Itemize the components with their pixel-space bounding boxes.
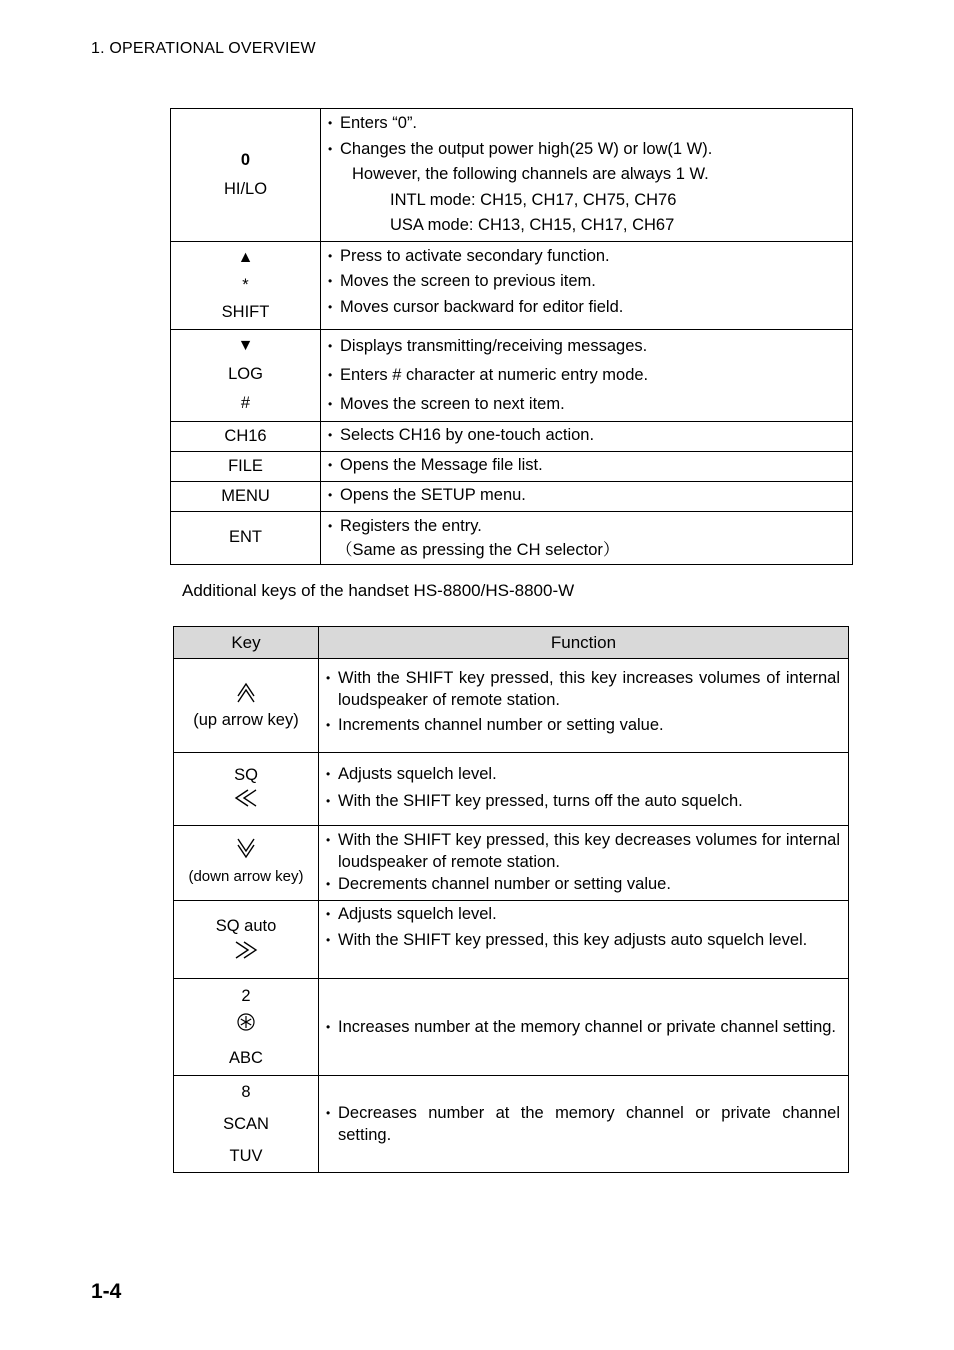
function-cell xyxy=(319,826,849,901)
double-chevron-up-icon xyxy=(174,681,318,709)
key-label: HI/LO xyxy=(223,179,268,198)
column-header-function: Function xyxy=(319,627,849,659)
key-label: (up arrow key) xyxy=(193,710,299,729)
function-cell xyxy=(321,421,853,451)
key-cell xyxy=(171,451,321,481)
function-item: • With the SHIFT key pressed, turns off the auto squelch. xyxy=(326,788,840,815)
key-cell xyxy=(174,901,319,979)
function-cell xyxy=(319,901,849,979)
function-cell xyxy=(321,241,853,329)
function-item: • Registers the entry. xyxy=(328,514,844,538)
function-item-continuation: However, the following channels are always 1 W. xyxy=(352,165,709,183)
key-label: SQ auto xyxy=(215,916,277,935)
function-item: • With the SHIFT key pressed, this key increases volumes of internal loudspeaker of remote station. xyxy=(326,667,840,711)
key-label: (down arrow key) xyxy=(188,868,304,885)
asterisk-circle-icon xyxy=(174,1012,318,1042)
function-cell xyxy=(321,511,853,564)
key-label: SCAN xyxy=(223,1115,269,1133)
function-item: • Opens the SETUP menu. xyxy=(328,484,844,506)
key-label: * xyxy=(242,275,249,294)
function-item-continuation: （Same as pressing the CH selector） xyxy=(336,540,620,559)
key-label: # xyxy=(240,394,251,412)
function-item: • Press to activate secondary function. xyxy=(328,244,844,270)
function-item: • Moves cursor backward for editor field. xyxy=(328,295,844,321)
function-item: • Selects CH16 by one-touch action. xyxy=(328,424,844,446)
page-number: 1-4 xyxy=(91,1280,122,1303)
function-item: • Decreases number at the memory channel or private channel setting. xyxy=(326,1102,840,1146)
key-label: SHIFT xyxy=(221,302,270,321)
table-row xyxy=(171,511,853,564)
table-row xyxy=(174,979,849,1076)
table-row xyxy=(171,481,853,511)
key-cell xyxy=(174,1076,319,1173)
function-cell xyxy=(321,451,853,481)
key-label: SQ xyxy=(234,766,258,784)
key-cell xyxy=(174,826,319,901)
key-label: TUV xyxy=(229,1147,263,1165)
table-row xyxy=(174,901,849,979)
function-item: • Moves the screen to previous item. xyxy=(328,269,844,295)
function-item-continuation: INTL mode: CH15, CH17, CH75, CH76 xyxy=(390,190,677,209)
function-cell xyxy=(319,659,849,753)
key-label: CH16 xyxy=(224,426,267,445)
key-label: 8 xyxy=(241,1083,251,1101)
function-cell xyxy=(319,979,849,1076)
key-function-table xyxy=(170,108,853,565)
key-label: FILE xyxy=(228,456,263,475)
table-row xyxy=(174,826,849,901)
table-row xyxy=(171,421,853,451)
key-cell xyxy=(174,659,319,753)
function-item: • Adjusts squelch level. xyxy=(326,902,840,926)
key-cell xyxy=(171,241,321,329)
key-cell xyxy=(171,511,321,564)
key-label: 0 xyxy=(240,150,251,169)
table-header-row xyxy=(174,627,849,659)
key-label: MENU xyxy=(221,486,270,505)
column-header-key: Key xyxy=(174,627,319,659)
table-row xyxy=(174,1076,849,1173)
function-item-continuation: USA mode: CH13, CH15, CH17, CH67 xyxy=(390,216,675,234)
key-label: ENT xyxy=(229,528,262,546)
function-item: • Opens the Message file list. xyxy=(328,454,844,476)
table-row xyxy=(171,451,853,481)
table-caption: Additional keys of the handset HS-8800/HS-8800-W xyxy=(182,581,575,600)
key-label: 2 xyxy=(241,987,251,1005)
function-item: • Changes the output power high(25 W) or low(1 W). xyxy=(328,137,844,163)
function-cell xyxy=(321,109,853,242)
triangle-down-icon: ▼ xyxy=(237,337,254,354)
table-row xyxy=(174,753,849,826)
key-cell xyxy=(171,481,321,511)
handset-keys-table xyxy=(173,626,849,1173)
function-item: • Adjusts squelch level. xyxy=(326,761,840,788)
key-cell xyxy=(171,421,321,451)
function-item: • With the SHIFT key pressed, this key adjusts auto squelch level. xyxy=(326,929,840,951)
key-label: ABC xyxy=(229,1049,263,1067)
function-item: • With the SHIFT key pressed, this key decreases volumes for internal loudspeaker of remote station. xyxy=(326,829,840,873)
table-row xyxy=(171,109,853,242)
function-cell xyxy=(321,329,853,421)
double-chevron-right-icon xyxy=(174,939,318,967)
function-cell xyxy=(319,1076,849,1173)
function-item: • Decrements channel number or setting value. xyxy=(326,873,840,895)
key-cell xyxy=(174,979,319,1076)
table-row xyxy=(171,241,853,329)
double-chevron-down-icon xyxy=(174,838,318,866)
table-row xyxy=(171,329,853,421)
function-item: • Enters # character at numeric entry mode. xyxy=(328,361,844,390)
key-cell xyxy=(171,329,321,421)
function-item: • Enters “0”. xyxy=(328,111,844,137)
function-cell xyxy=(319,753,849,826)
function-cell xyxy=(321,481,853,511)
table-row xyxy=(174,659,849,753)
key-cell xyxy=(171,109,321,242)
key-cell xyxy=(174,753,319,826)
function-item: • Increments channel number or setting value. xyxy=(326,714,840,736)
key-label: LOG xyxy=(228,365,263,383)
function-item: • Increases number at the memory channel or private channel setting. xyxy=(326,1016,840,1038)
page-header: 1. OPERATIONAL OVERVIEW xyxy=(91,40,316,57)
function-item: • Displays transmitting/receiving messages. xyxy=(328,332,844,361)
double-chevron-left-icon xyxy=(174,787,318,815)
triangle-up-icon: ▲ xyxy=(237,248,254,266)
function-item: • Moves the screen to next item. xyxy=(328,390,844,419)
